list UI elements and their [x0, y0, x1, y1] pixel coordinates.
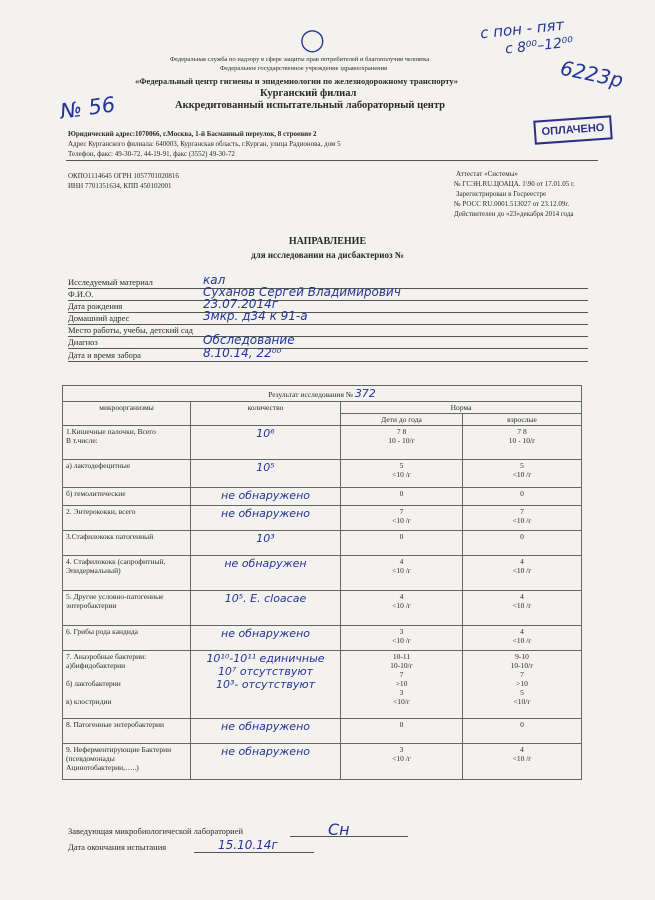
form-value: 3мкр. д34 к 91-а [203, 309, 308, 323]
norm-children-cell [341, 651, 463, 719]
norm-adults-cell [463, 719, 582, 744]
head-signature: Сн [328, 820, 350, 839]
quantity-cell [191, 426, 341, 460]
form-underline [68, 361, 588, 362]
norm-children-cell [341, 626, 463, 651]
norm-adults-cell-text: 9-10 10-10/г 7 >10 5 <10/г [510, 652, 534, 706]
result-number: 372 [354, 387, 376, 400]
end-value: 15.10.14г [218, 838, 278, 852]
microorganism-cell-text: б) гемолитические [66, 489, 126, 498]
norm-children-cell-text: 3 <10 /г [392, 745, 411, 763]
norm-children-cell-text: 4 <10 /г [392, 557, 411, 575]
microorganism-cell-text: 9. Неферментирующие Бактерии (псевдомонады Ацинотобактерии,…..) [66, 745, 172, 772]
norm-adults-cell-text: 0 [520, 489, 524, 498]
registered: Зарегистрирован в Госреестре [456, 190, 547, 198]
norm-adults-cell [463, 651, 582, 719]
form-label: Диагноз [68, 337, 98, 347]
form-label: Исследуемый материал [68, 277, 153, 287]
norm-children-cell-text: 0 [399, 532, 404, 541]
inn: ИНН 7701351634, КПП 450102001 [68, 182, 172, 190]
quantity-cell-text: 10⁶ [256, 427, 275, 440]
quantity-cell-text: 10¹⁰-10¹¹ единичные 10⁷ отсутствуют 10³- отсутствуют [206, 652, 325, 691]
table-row [63, 626, 582, 651]
norm-children-cell [341, 719, 463, 744]
norm-children-cell-text: 3 <10 /г [392, 627, 411, 645]
quantity-cell [191, 506, 341, 531]
table-title-row [63, 386, 582, 402]
handwritten-hours: с пон - пят [479, 15, 566, 43]
form-row [68, 309, 588, 325]
quantity-cell-text: не обнаружен [224, 557, 307, 570]
microorganism-cell [63, 626, 191, 651]
okpo: ОКПО1114645 ОГРН 1057701020816 [68, 172, 179, 180]
norm-children-cell [341, 426, 463, 460]
form-row [68, 297, 588, 313]
microorganism-cell-text: а) лактодефецитные [66, 461, 131, 470]
norm-adults-cell-text: 7 <10 /г [512, 507, 532, 525]
microorganism-cell [63, 651, 191, 719]
table-row [63, 460, 582, 488]
form-value: Суханов Сергей Владимирович [203, 285, 401, 299]
norm-adults-cell-text: 4 <10 /г [512, 745, 532, 763]
quantity-cell-text: не обнаружено [221, 745, 310, 758]
table-row [63, 531, 582, 556]
microorganism-cell [63, 744, 191, 780]
microorganism-cell [63, 719, 191, 744]
norm-adults-cell [463, 488, 582, 506]
form-label: Место работы, учебы, детский сад [68, 325, 193, 335]
ross: № РОСС RU.0001.513027 от 23.12.09г. [454, 200, 570, 208]
microorganism-cell-text: 2. Энтерококки, всего [66, 507, 136, 516]
norm-adults-cell [463, 531, 582, 556]
col-micro-header: микроорганизмы [63, 402, 191, 426]
end-label: Дата окончания испытания [68, 842, 167, 852]
norm-children-cell-text: 7 8 10 - 10/г [388, 427, 415, 445]
header-line3: «Федеральный центр гигиены и эпидемиологии по железнодорожному транспорту» [135, 76, 459, 86]
col-norm-header: Норма [341, 402, 582, 414]
microorganism-cell-text: 1.Кишечные палочки, Всего В т.числе: [66, 427, 156, 445]
form-value: кал [203, 273, 226, 287]
handwritten-price: 6223р [558, 55, 626, 93]
header-center: Аккредитованный испытательный лабораторный центр [175, 100, 445, 111]
microorganism-cell-text: 8. Патогенные энтеробактерии [66, 720, 164, 729]
legal-address: Юридический адрес:1070066, г.Москва, 1-й Басманный переулок, 8 строение 2 [68, 130, 317, 138]
norm-adults-cell [463, 591, 582, 626]
norm-adults-cell-text: 7 8 10 - 10/г [508, 427, 536, 445]
result-title: Результат исследования № [268, 390, 353, 399]
microorganism-cell [63, 531, 191, 556]
norm-adults-cell-text: 4 <10 /г [512, 592, 532, 610]
microorganism-cell [63, 488, 191, 506]
quantity-cell-text: не обнаружено [221, 507, 310, 520]
form-label: Дата и время забора [68, 350, 141, 360]
norm-children-cell [341, 531, 463, 556]
paid-stamp: ОПЛАЧЕНО [533, 115, 612, 144]
col-children-header: Дети до года [341, 414, 463, 426]
microorganism-cell-text: 5. Другие условно-патогенные энтеробактерии [66, 592, 164, 610]
branch-address: Адрес Курганского филиала: 640003, Курганская область, г.Курган, улица Радионова, дом 5 [68, 140, 341, 148]
microorganism-cell-text: 3.Стафилококк патогенный [66, 532, 154, 541]
form-row [68, 285, 588, 301]
microorganism-cell-text: 4. Стафилококк (сапрофитный, Эпидермальный) [66, 557, 166, 575]
norm-adults-cell [463, 744, 582, 780]
phone: Телефон, факс: 49-30-72, 44-19-91, факс (3552) 49-30-72 [68, 150, 235, 158]
form-value: 23.07.2014г [203, 297, 279, 311]
table-row [63, 591, 582, 626]
norm-adults-cell-text: 0 [520, 532, 524, 541]
table-row [63, 744, 582, 780]
quantity-cell-text: 10³ [256, 532, 275, 545]
quantity-cell [191, 556, 341, 591]
result-title-cell [63, 386, 582, 402]
head-label: Заведующая микробиологической лабораторией [68, 826, 244, 836]
quantity-cell [191, 626, 341, 651]
table-row [63, 556, 582, 591]
handwritten-time: с 8⁰⁰–12⁰⁰ [504, 34, 574, 58]
valid-until: Действителен до «23»декабря 2014 года [454, 210, 574, 218]
handwritten-number: № 56 [58, 92, 117, 124]
quantity-cell-text: 10⁵ [256, 461, 275, 474]
header-divider [66, 160, 598, 161]
form-row [68, 325, 588, 337]
table-row [63, 651, 582, 719]
norm-children-cell-text: 0 [399, 489, 404, 498]
microorganism-cell [63, 426, 191, 460]
quantity-cell-text: не обнаружено [221, 489, 310, 502]
col-qty-header: количество [191, 402, 341, 426]
norm-adults-cell [463, 506, 582, 531]
form-label: Ф.И.О. [68, 289, 94, 299]
col-adults-header: взрослые [463, 414, 582, 426]
microorganism-cell [63, 591, 191, 626]
table-row [63, 506, 582, 531]
norm-children-cell [341, 506, 463, 531]
norm-children-cell [341, 488, 463, 506]
microorganism-cell [63, 460, 191, 488]
quantity-cell [191, 460, 341, 488]
header-line1: Федеральная служба по надзору в сфере защиты прав потребителей и благополучия человека [170, 56, 430, 63]
norm-adults-cell-text: 5 <10 /г [512, 461, 532, 479]
attestat: Аттестат «Системы» [456, 170, 518, 178]
table-row [63, 488, 582, 506]
quantity-cell-text: не обнаружено [221, 720, 310, 733]
quantity-cell [191, 719, 341, 744]
form-row [68, 346, 588, 362]
quantity-cell-text: не обнаружено [221, 627, 310, 640]
quantity-cell [191, 531, 341, 556]
results-table [62, 385, 582, 780]
norm-children-cell [341, 591, 463, 626]
quantity-cell [191, 488, 341, 506]
header-branch: Курганский филиал [260, 88, 357, 99]
form-value: Обследование [203, 333, 295, 347]
table-row [63, 426, 582, 460]
norm-children-cell [341, 556, 463, 591]
footer-end-row [68, 838, 278, 852]
norm-adults-cell [463, 626, 582, 651]
norm-adults-cell-text: 0 [520, 720, 524, 729]
microorganism-cell-text: 6. Грибы рода кандида [66, 627, 139, 636]
quantity-cell [191, 651, 341, 719]
table-row [63, 719, 582, 744]
norm-children-cell-text: 0 [399, 720, 404, 729]
table-header-row [63, 402, 582, 414]
circle-mark: ◯ [300, 28, 325, 53]
end-line [194, 852, 314, 853]
norm-children-cell-text: 7 <10 /г [392, 507, 411, 525]
form-label: Домашний адрес [68, 313, 130, 323]
norm-children-cell [341, 744, 463, 780]
norm-adults-cell-text: 4 <10 /г [512, 627, 532, 645]
quantity-cell [191, 744, 341, 780]
microorganism-cell [63, 556, 191, 591]
quantity-cell-text: 10⁵. E. cloacae [224, 592, 307, 605]
norm-children-cell-text: 5 <10 /г [392, 461, 411, 479]
header-line2: Федеральное государственное учреждение здравоохранения [220, 65, 388, 72]
form-label: Дата рождения [68, 301, 123, 311]
form-value: 8.10.14, 22⁰⁰ [203, 346, 282, 360]
microorganism-cell-text: 7. Анаэробные бактерии: а)бифидобактерии б) лактобактерии в) клостридии [66, 652, 147, 706]
norm-children-cell-text: 10-11 10-10/г 7 >10 3 <10/г [390, 652, 413, 706]
document-subtitle: для исследовании на дисбактериоз № [251, 250, 404, 260]
quantity-cell [191, 591, 341, 626]
form-underline [68, 348, 588, 349]
norm-adults-cell [463, 460, 582, 488]
document-title: НАПРАВЛЕНИЕ [288, 236, 367, 247]
norm-children-cell-text: 4 <10 /г [392, 592, 411, 610]
norm-adults-cell [463, 556, 582, 591]
head-signature-line [290, 836, 408, 837]
norm-children-cell [341, 460, 463, 488]
form-row [68, 333, 588, 349]
footer-head-row [68, 820, 350, 839]
norm-adults-cell [463, 426, 582, 460]
gsen: № ГСЭН.RU.ЦОАЦА. 1\90 от 17.01.05 г. [454, 180, 575, 188]
microorganism-cell [63, 506, 191, 531]
norm-adults-cell-text: 4 <10 /г [512, 557, 532, 575]
